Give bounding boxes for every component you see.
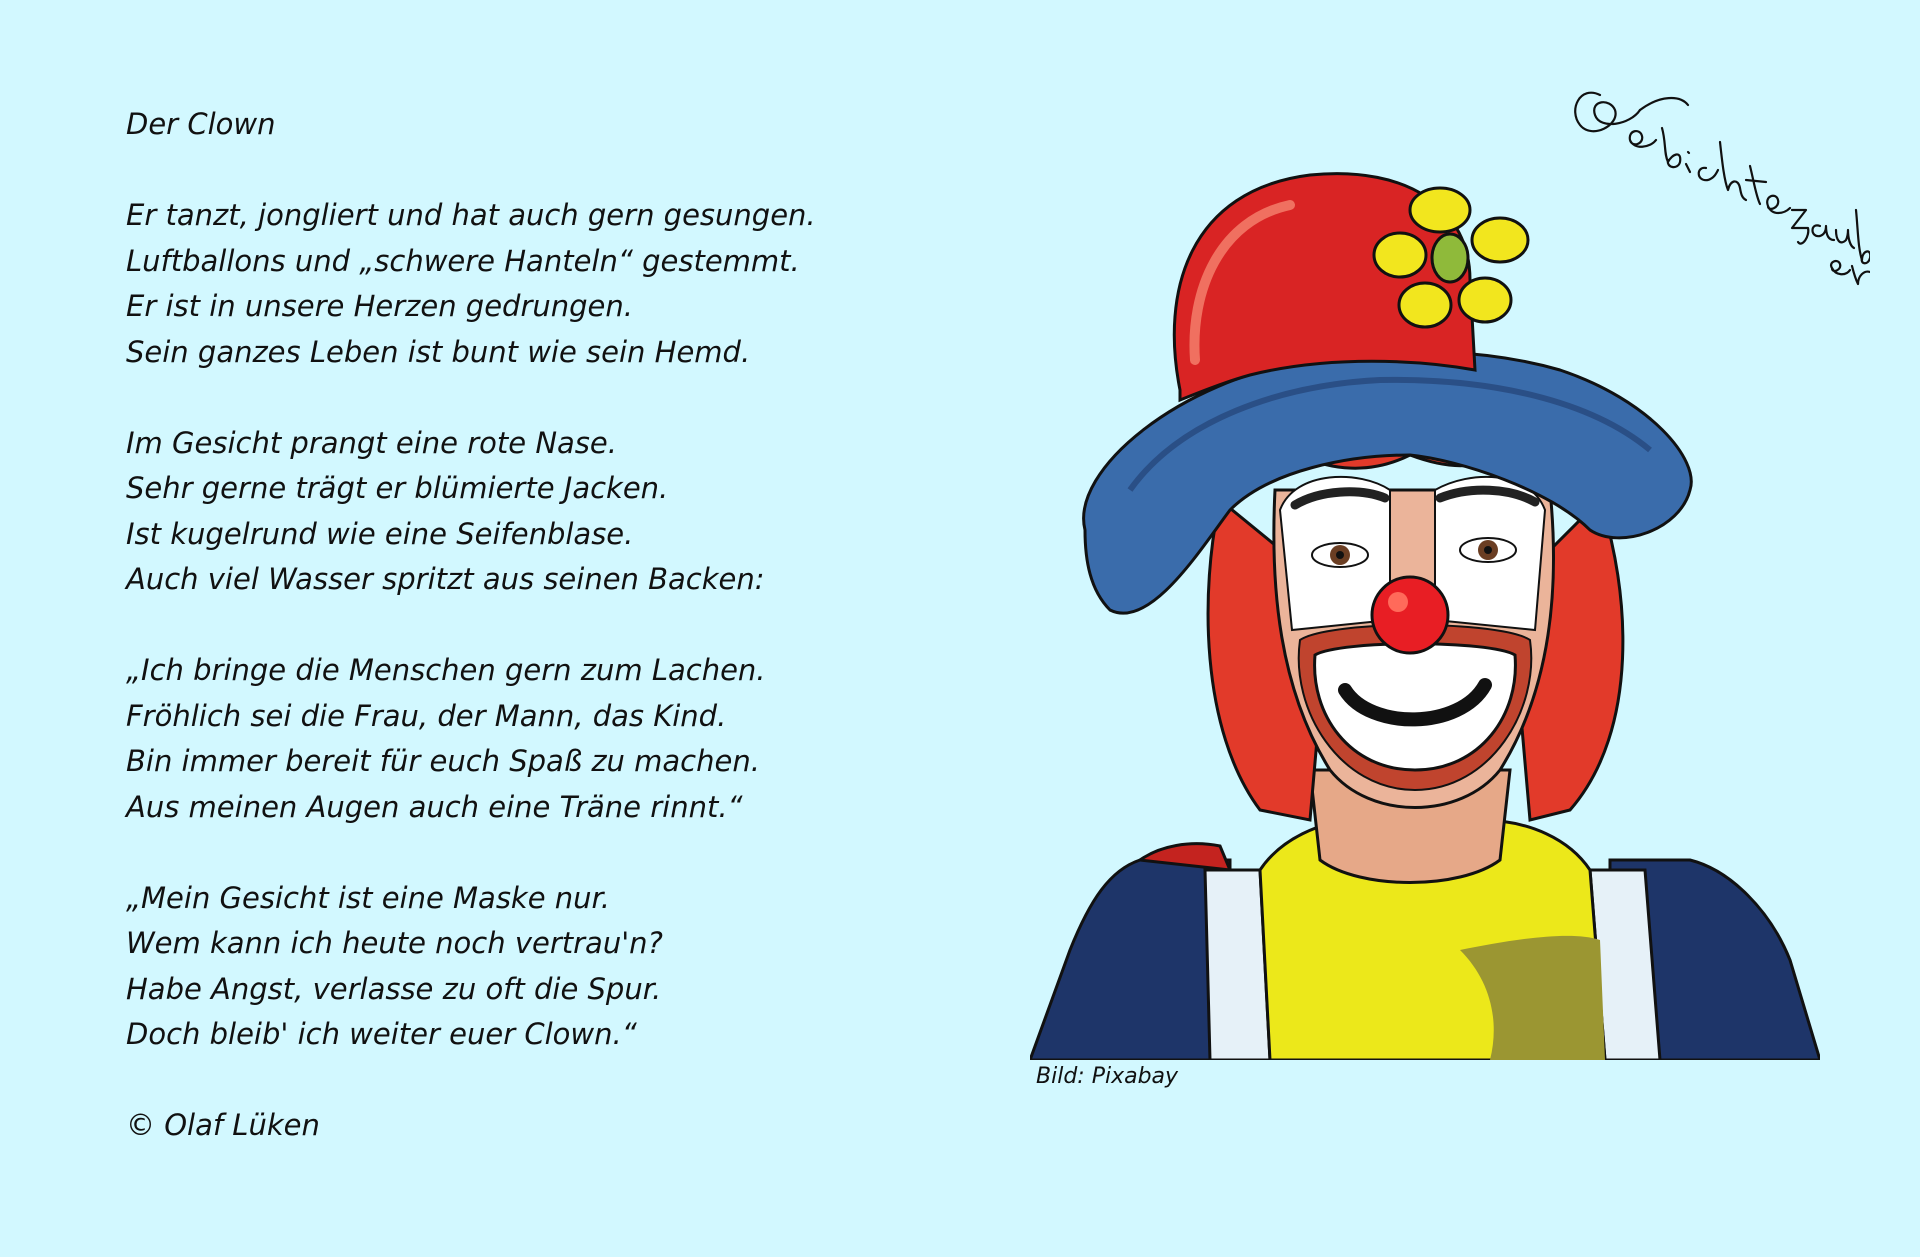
poem-line: Im Gesicht prangt eine rote Nase. xyxy=(126,425,617,460)
poem-line: Fröhlich sei die Frau, der Mann, das Kind. xyxy=(126,698,727,733)
clown-illustration xyxy=(1030,170,1820,1060)
image-caption: Bild: Pixabay xyxy=(1036,1064,1179,1089)
poem-line: Er tanzt, jongliert und hat auch gern gesungen. xyxy=(126,198,816,232)
poem-line: Auch viel Wasser spritzt aus seinen Backen: xyxy=(126,562,765,596)
stanza-2 xyxy=(126,421,1006,603)
stanza-1 xyxy=(126,193,1006,375)
stanza-4 xyxy=(126,876,1006,1058)
poem-line: Sehr gerne trägt er blümierte Jacken. xyxy=(126,471,669,505)
poem-line: Sein ganzes Leben ist bunt wie sein Hemd. xyxy=(126,334,751,369)
poem-line: Ist kugelrund wie eine Seifenblase. xyxy=(126,516,634,551)
poem xyxy=(126,102,1006,1149)
poem-line: Luftballons und „schwere Hanteln“ gestemmt. xyxy=(126,243,800,278)
stanza-3 xyxy=(126,648,1006,830)
poem-line: Doch bleib' ich weiter euer Clown.“ xyxy=(126,1017,637,1051)
poem-line: Aus meinen Augen auch eine Träne rinnt.“ xyxy=(126,789,743,824)
copyright: © Olaf Lüken xyxy=(126,1108,320,1142)
poem-line: Bin immer bereit für euch Spaß zu machen. xyxy=(126,744,760,778)
poem-line: Habe Angst, verlasse zu oft die Spur. xyxy=(126,971,662,1006)
poem-title: Der Clown xyxy=(126,107,276,141)
poem-line: „Mein Gesicht ist eine Maske nur. xyxy=(126,880,611,915)
poem-line: Wem kann ich heute noch vertrau'n? xyxy=(126,926,663,960)
poem-line: Er ist in unsere Herzen gedrungen. xyxy=(126,289,633,323)
poem-line: „Ich bringe die Menschen gern zum Lachen. xyxy=(126,653,766,687)
